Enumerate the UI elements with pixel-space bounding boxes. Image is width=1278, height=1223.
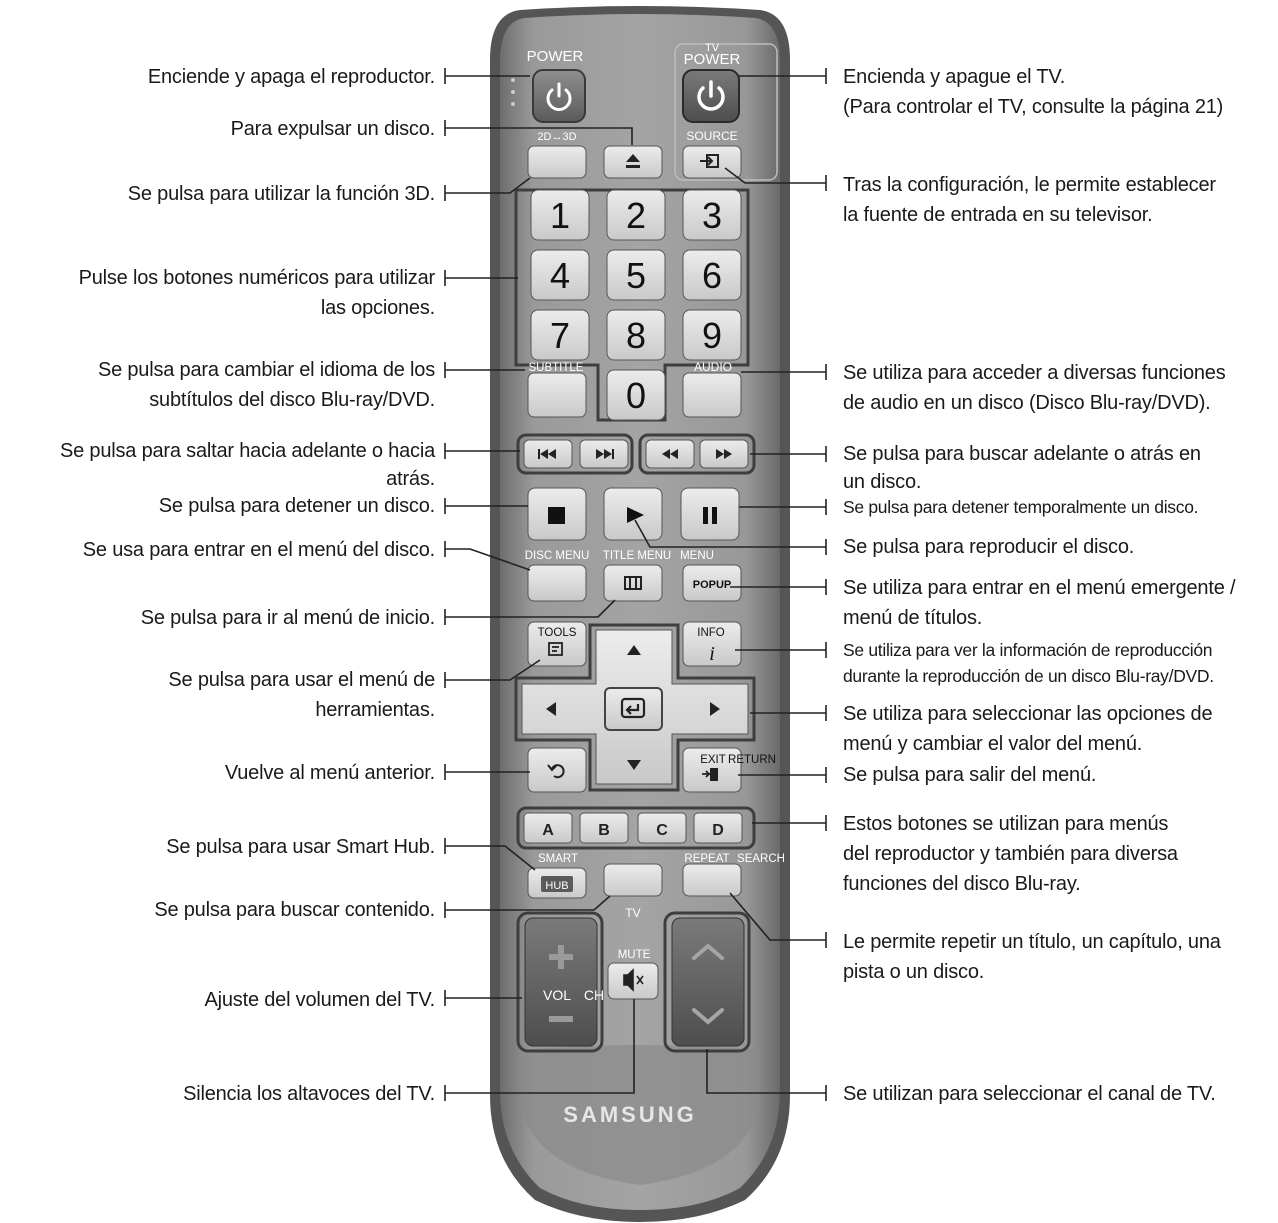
subtitle-button[interactable] (528, 373, 586, 417)
stop-icon (548, 507, 565, 524)
digit-label: 3 (701, 195, 723, 236)
volume-down-icon (549, 1016, 573, 1022)
color-key-label: D (712, 822, 724, 839)
callout-stop: Se pulsa para detener un disco. (158, 495, 435, 517)
callout-play: Se pulsa para reproducir el disco. (843, 536, 1135, 558)
channel-rocker[interactable] (672, 918, 744, 1046)
mode-3d-label: 2D↔3D (537, 131, 577, 143)
callout-numbers: Pulse los botones numéricos para utilizar las opciones. (78, 267, 435, 319)
search-label: SEARCH (737, 853, 785, 865)
tv-power-label: POWER (683, 51, 741, 68)
tv-label: TV (625, 906, 641, 920)
callout-search-scan: Se pulsa para buscar adelante o atrás en un disco. (843, 443, 1201, 493)
callout-subtitle: Se pulsa para cambiar el idioma de los subtítulos del disco Blu-ray/DVD. (97, 359, 435, 411)
subtitle-label: SUBTITLE (528, 362, 584, 374)
digit-label: 2 (625, 195, 647, 236)
callout-tv-power: Encienda y apague el TV. (Para controlar el TV, consulte la página 21) (843, 66, 1224, 118)
digit-label: 0 (625, 375, 647, 416)
digit-label: 8 (625, 315, 647, 356)
info-icon: i (709, 643, 715, 665)
callout-home-menu: Se pulsa para ir al menú de inicio. (140, 607, 435, 629)
hub-label: HUB (545, 880, 569, 892)
audio-button[interactable] (683, 373, 741, 417)
callout-audio: Se utiliza para acceder a diversas funciones de audio en un disco (Disco Blu-ray/DVD). (843, 362, 1226, 414)
digit-label: 9 (701, 315, 723, 356)
disc-menu-button[interactable] (528, 565, 586, 601)
info-label: INFO (697, 627, 725, 639)
repeat-label: REPEAT (684, 853, 730, 865)
callout-pause: Se pulsa para detener temporalmente un disco. (843, 497, 1199, 517)
menu-label: MENU (680, 550, 714, 562)
callout-3d: Se pulsa para utilizar la función 3D. (127, 183, 435, 205)
callout-eject: Para expulsar un disco. (230, 118, 435, 140)
callout-exit: Se pulsa para salir del menú. (843, 764, 1097, 786)
color-key-label: B (598, 822, 610, 839)
callout-return: Vuelve al menú anterior. (224, 762, 435, 784)
callout-mute: Silencia los altavoces del TV. (183, 1083, 435, 1105)
callout-channel: Se utilizan para seleccionar el canal de TV. (843, 1083, 1216, 1105)
title-menu-label: TITLE MENU (602, 550, 672, 562)
color-key-label: A (542, 822, 554, 839)
callout-dpad: Se utiliza para seleccionar las opciones de menú y cambiar el valor del menú. (843, 703, 1213, 755)
digit-label: 4 (549, 255, 571, 296)
tv-power-top-label: TV (704, 42, 720, 54)
color-key-label: C (656, 822, 668, 839)
ch-label: CH (583, 987, 605, 1003)
digit-label: 1 (549, 195, 571, 236)
pause-button[interactable] (681, 488, 739, 540)
callout-popup: Se utiliza para entrar en el menú emergente / menú de títulos. (843, 577, 1236, 629)
power-label: POWER (526, 48, 584, 65)
callout-color-keys: Estos botones se utilizan para menús del reproductor y también para diversa funciones del disco Blu-ray. (843, 813, 1178, 895)
popup-label: POPUP (692, 579, 732, 591)
callout-search: Se pulsa para buscar contenido. (154, 899, 435, 921)
digit-label: 7 (549, 315, 571, 356)
tools-label: TOOLS (537, 627, 577, 639)
callout-repeat: Le permite repetir un título, un capítulo, una pista o un disco. (843, 931, 1221, 983)
smart-label: SMART (537, 853, 579, 865)
digit-label: 6 (701, 255, 723, 296)
digit-label: 5 (625, 255, 647, 296)
repeat-button[interactable] (683, 864, 741, 896)
disc-menu-label: DISC MENU (524, 550, 590, 562)
callout-skip: Se pulsa para saltar hacia adelante o hacia atrás. (60, 440, 435, 490)
mute-label: MUTE (617, 949, 651, 961)
callout-source: Tras la configuración, le permite establecer la fuente de entrada en su televisor. (843, 174, 1216, 226)
exit-label: EXIT (700, 754, 726, 766)
volume-rocker[interactable] (525, 918, 597, 1046)
brand-logo: SAMSUNG (563, 1102, 697, 1127)
callout-power: Enciende y apaga el reproductor. (147, 66, 435, 88)
vol-label: VOL (542, 987, 572, 1003)
callout-volume: Ajuste del volumen del TV. (204, 989, 435, 1011)
callout-disc-menu: Se usa para entrar en el menú del disco. (82, 539, 435, 561)
callout-info: Se utiliza para ver la información de reproducción durante la reproducción de un disco Blu-ray/DVD. (843, 640, 1214, 686)
mode-3d-button[interactable] (528, 146, 586, 178)
title-menu-button[interactable] (604, 565, 662, 601)
search-button[interactable] (604, 864, 662, 896)
audio-label: AUDIO (693, 360, 733, 374)
callout-smart-hub: Se pulsa para usar Smart Hub. (166, 836, 435, 858)
source-label: SOURCE (686, 129, 738, 143)
return-button[interactable] (528, 748, 586, 792)
callout-tools: Se pulsa para usar el menú de herramientas. (168, 669, 435, 721)
return-label: RETURN (728, 754, 776, 766)
